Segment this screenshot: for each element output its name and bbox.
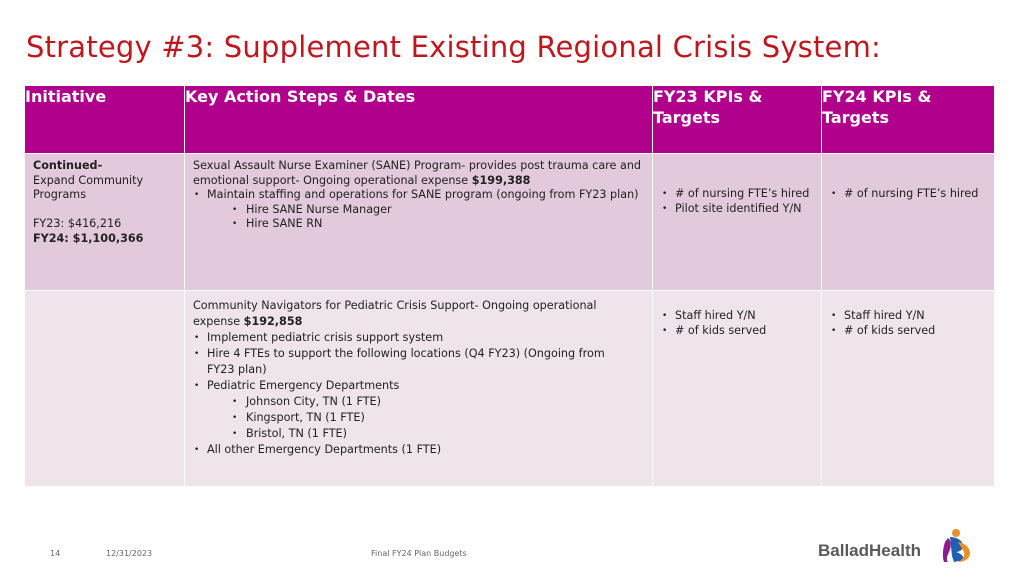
initiative-cell [25,291,185,487]
initiative-title: Continued- [33,159,103,172]
page-number: 14 [50,549,61,558]
slide-title: Strategy #3: Supplement Existing Regional Crisis System: [26,30,882,64]
list-item: • Pediatric Emergency Departments [207,378,623,394]
header-initiative: Initiative [25,86,185,154]
list-item: • # of kids served [675,324,813,339]
list-item: • Hire SANE Nurse Manager [246,203,644,218]
footer-center-text: Final FY24 Plan Budgets [371,549,467,558]
list-item: • All other Emergency Departments (1 FTE) [207,442,623,458]
initiative-line: Expand Community [33,173,144,187]
list-item: • Maintain staffing and operations for SANE program (ongoing from FY23 plan) [207,188,644,203]
header-fy24-kpis: FY24 KPIs & Targets [822,86,995,154]
action-steps-cell [185,291,653,487]
fy23-kpi-cell [653,291,822,487]
list-item: • Staff hired Y/N [844,309,986,324]
strategy-table [24,85,995,487]
list-item: • Staff hired Y/N [675,309,813,324]
initiative-line: Programs [33,188,87,202]
list-item: • Johnson City, TN (1 FTE) [246,394,623,410]
table-row [25,154,995,291]
action-amount: $192,858 [243,315,303,328]
list-item: • # of nursing FTE’s hired [675,187,813,202]
initiative-cell [25,154,185,291]
header-action-steps: Key Action Steps & Dates [185,86,653,154]
list-item: • Implement pediatric crisis support system [207,330,623,346]
table-header-row [25,86,995,154]
fy24-kpi-cell [822,154,995,291]
fy24-budget: FY24: $1,100,366 [33,231,144,245]
list-item: • Pilot site identified Y/N [675,202,813,217]
ballad-health-logo-mark [818,526,978,564]
action-amount: $199,388 [471,173,531,187]
list-item: • Bristol, TN (1 FTE) [246,426,623,442]
fy23-budget: FY23: $416,216 [33,217,122,231]
list-item: • Kingsport, TN (1 FTE) [246,410,623,426]
list-item: • Hire 4 FTEs to support the following locations (Q4 FY23) (Ongoing from FY23 plan) [207,346,623,378]
list-item: • # of kids served [844,324,986,339]
header-fy23-kpis: FY23 KPIs & Targets [653,86,822,154]
footer-date: 12/31/2023 [106,549,153,558]
fy24-kpi-cell [822,291,995,487]
list-item: • # of nursing FTE’s hired [844,187,986,202]
list-item: • Hire SANE RN [246,217,644,232]
fy23-kpi-cell [653,154,822,291]
ballad-health-logo [818,526,978,564]
logo-text: BalladHealth [818,541,921,560]
table-row [25,291,995,487]
action-steps-cell [185,154,653,291]
action-intro: Community Navigators for Pediatric Crisis Support- Ongoing operational expense $192,858 [193,299,597,328]
action-intro: Sexual Assault Nurse Examiner (SANE) Program- provides post trauma care and emotional support- Ongoing operational expense $199,388 [193,159,642,187]
